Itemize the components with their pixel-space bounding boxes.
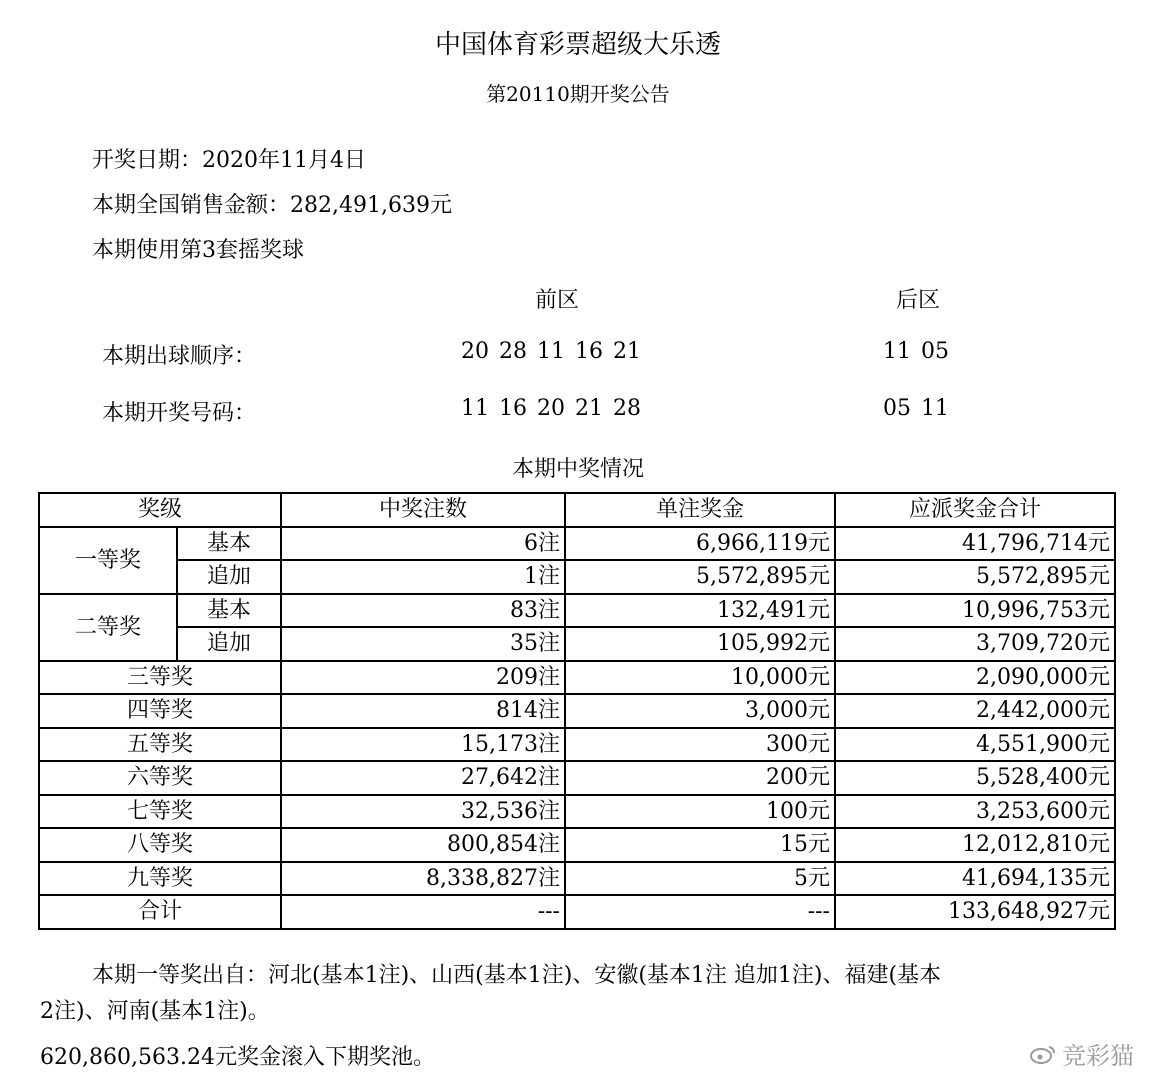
total-cell: 2,090,000元: [835, 661, 1115, 695]
ball-set: 本期使用第3套摇奖球: [92, 238, 304, 263]
unit-cell: 3,000元: [565, 694, 835, 728]
ball: 28: [613, 396, 641, 421]
prize-section-title: 本期中奖情况: [511, 457, 644, 482]
table-row: [39, 795, 1115, 829]
table-row: [39, 661, 1115, 695]
count-cell: 6注: [281, 527, 565, 561]
order-label: 本期出球顺序：: [102, 344, 257, 369]
result-label: 本期开奖号码：: [102, 401, 257, 426]
total-cell: 4,551,900元: [835, 728, 1115, 762]
first-prize-origin-line1: 本期一等奖出自：河北(基本1注)、山西(基本1注)、安徽(基本1注 追加1注)、福建(基本: [92, 963, 942, 988]
sub-level-cell: 追加: [177, 560, 281, 594]
count-cell: 814注: [281, 694, 565, 728]
front-zone-label: 前区: [534, 288, 579, 313]
header-unit-prize: 单注奖金: [565, 493, 835, 527]
count-cell: 32,536注: [281, 795, 565, 829]
total-cell: 10,996,753元: [835, 594, 1115, 628]
result-front-balls: [456, 396, 646, 421]
level-cell: 三等奖: [39, 661, 281, 695]
total-cell: 133,648,927元: [835, 895, 1115, 929]
table-row: [39, 761, 1115, 795]
table-row: [39, 527, 1115, 561]
ball: 11: [461, 396, 489, 421]
sales-amount: 本期全国销售金额：282,491,639元: [92, 193, 452, 218]
total-cell: 3,253,600元: [835, 795, 1115, 829]
level-cell: 五等奖: [39, 728, 281, 762]
count-cell: 27,642注: [281, 761, 565, 795]
count-cell: 8,338,827注: [281, 862, 565, 896]
ball: 20: [461, 339, 489, 364]
sub-level-cell: 追加: [177, 627, 281, 661]
total-cell: 3,709,720元: [835, 627, 1115, 661]
draw-date: 开奖日期：2020年11月4日: [92, 148, 366, 173]
table-row: [39, 627, 1115, 661]
weibo-icon: [1030, 1044, 1056, 1064]
count-cell: 35注: [281, 627, 565, 661]
prize-pool-note: 620,860,563.24元奖金滚入下期奖池。: [40, 1045, 435, 1070]
sub-level-cell: 基本: [177, 527, 281, 561]
table-header-row: [39, 493, 1115, 527]
total-cell: 41,796,714元: [835, 527, 1115, 561]
level-cell: 九等奖: [39, 862, 281, 896]
ball: 11: [537, 339, 565, 364]
table-total-row: [39, 895, 1115, 929]
ball: 11: [921, 396, 949, 421]
ball: 21: [613, 339, 641, 364]
level-cell: 四等奖: [39, 694, 281, 728]
count-cell: 1注: [281, 560, 565, 594]
total-cell: 2,442,000元: [835, 694, 1115, 728]
ball: 05: [883, 396, 911, 421]
ball: 05: [921, 339, 949, 364]
header-level: 奖级: [39, 493, 281, 527]
total-cell: 5,572,895元: [835, 560, 1115, 594]
ball: 16: [499, 396, 527, 421]
ball: 21: [575, 396, 603, 421]
level-cell: 合计: [39, 895, 281, 929]
count-cell: ---: [281, 895, 565, 929]
table-row: [39, 828, 1115, 862]
back-zone-label: 后区: [895, 288, 940, 313]
sub-level-cell: 基本: [177, 594, 281, 628]
first-prize-origin-line2: 2注)、河南(基本1注)。: [40, 999, 270, 1024]
unit-cell: 300元: [565, 728, 835, 762]
ball: 11: [883, 339, 911, 364]
table-row: [39, 862, 1115, 896]
unit-cell: 100元: [565, 795, 835, 829]
level-cell: 八等奖: [39, 828, 281, 862]
count-cell: 15,173注: [281, 728, 565, 762]
ball: 16: [575, 339, 603, 364]
watermark-text: 竞彩猫: [1062, 1042, 1134, 1070]
total-cell: 5,528,400元: [835, 761, 1115, 795]
unit-cell: 5,572,895元: [565, 560, 835, 594]
total-cell: 41,694,135元: [835, 862, 1115, 896]
table-row: [39, 728, 1115, 762]
level-cell: 二等奖: [39, 594, 177, 661]
level-cell: 六等奖: [39, 761, 281, 795]
header-count: 中奖注数: [281, 493, 565, 527]
total-cell: 12,012,810元: [835, 828, 1115, 862]
unit-cell: 5元: [565, 862, 835, 896]
page-subtitle: 第20110期开奖公告: [486, 82, 670, 106]
table-row: [39, 694, 1115, 728]
table-row: [39, 560, 1115, 594]
watermark: [1030, 1036, 1134, 1071]
order-back-balls: [878, 339, 954, 364]
header-total-prize: 应派奖金合计: [835, 493, 1115, 527]
count-cell: 209注: [281, 661, 565, 695]
count-cell: 83注: [281, 594, 565, 628]
level-cell: 七等奖: [39, 795, 281, 829]
unit-cell: 105,992元: [565, 627, 835, 661]
unit-cell: 132,491元: [565, 594, 835, 628]
unit-cell: 200元: [565, 761, 835, 795]
unit-cell: 6,966,119元: [565, 527, 835, 561]
level-cell: 一等奖: [39, 527, 177, 594]
count-cell: 800,854注: [281, 828, 565, 862]
order-front-balls: [456, 339, 646, 364]
table-row: [39, 594, 1115, 628]
ball: 20: [537, 396, 565, 421]
unit-cell: 10,000元: [565, 661, 835, 695]
unit-cell: ---: [565, 895, 835, 929]
page-title: 中国体育彩票超级大乐透: [434, 30, 721, 60]
ball: 28: [499, 339, 527, 364]
unit-cell: 15元: [565, 828, 835, 862]
prize-table: [38, 492, 1116, 930]
result-back-balls: [878, 396, 954, 421]
